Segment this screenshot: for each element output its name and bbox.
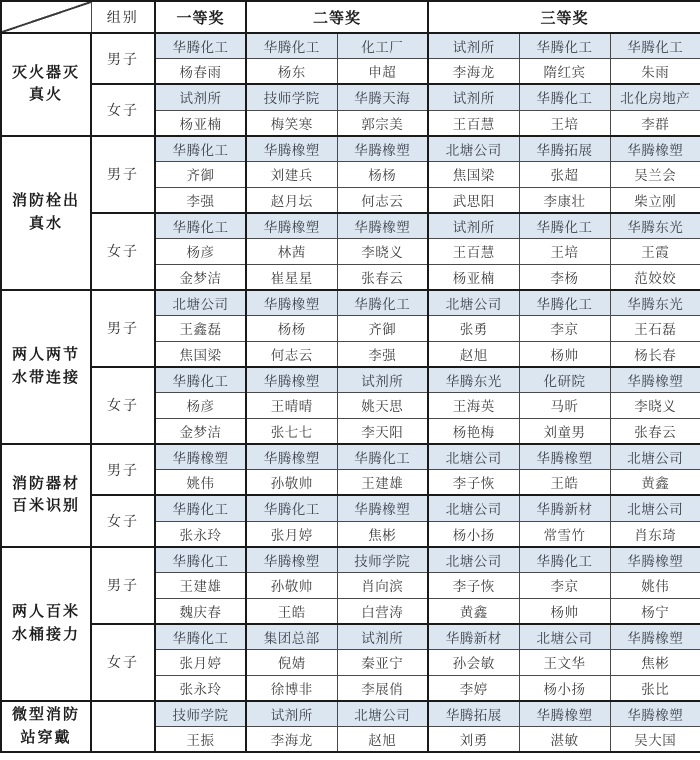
group-column-header: 组别	[91, 1, 155, 33]
event-name-cell: 两人百米水桶接力	[1, 547, 91, 701]
winner-name-cell: 王皓	[519, 470, 610, 496]
winner-name-cell: 王百慧	[428, 239, 519, 265]
org-cell: 华腾东光	[428, 367, 519, 393]
group-label-cell: 男子	[91, 547, 155, 624]
org-cell: 化工厂	[337, 33, 428, 59]
event-name-cell: 两人两节水带连接	[1, 290, 91, 444]
winner-name-cell: 黄鑫	[610, 470, 700, 496]
org-cell: 北塘公司	[610, 495, 700, 521]
winner-name-cell: 王皓	[246, 598, 337, 624]
group-label-cell: 男子	[91, 33, 155, 84]
winner-name-cell: 李京	[519, 572, 610, 598]
org-cell: 华腾东光	[610, 213, 700, 239]
winner-name-cell: 赵月坛	[246, 187, 337, 213]
org-cell: 华腾橡塑	[337, 495, 428, 521]
winner-name-cell: 张月婷	[155, 650, 246, 676]
org-cell: 华腾化工	[155, 213, 246, 239]
org-cell: 华腾橡塑	[337, 136, 428, 162]
winner-name-cell: 王霞	[610, 239, 700, 265]
org-cell: 华腾橡塑	[519, 444, 610, 470]
org-cell: 华腾橡塑	[246, 547, 337, 573]
winner-name-cell: 杨小扬	[428, 521, 519, 547]
winner-name-cell: 孙敬帅	[246, 572, 337, 598]
winner-name-cell: 王百慧	[428, 110, 519, 136]
winner-name-cell: 王晴晴	[246, 393, 337, 419]
group-label-cell: 男子	[91, 136, 155, 213]
winner-name-cell: 黄鑫	[428, 598, 519, 624]
winner-name-cell: 林茜	[246, 239, 337, 265]
winner-name-cell: 王文华	[519, 650, 610, 676]
org-cell: 技师学院	[337, 547, 428, 573]
org-row	[1, 444, 700, 470]
group-label-cell: 男子	[91, 444, 155, 495]
winner-name-cell: 杨帅	[519, 341, 610, 367]
winner-name-cell: 杨小扬	[519, 675, 610, 701]
group-label-cell: 女子	[91, 624, 155, 701]
winner-name-cell: 杨彦	[155, 239, 246, 265]
org-cell: 华腾化工	[337, 444, 428, 470]
org-cell: 华腾橡塑	[610, 701, 700, 727]
winner-name-cell: 秦亚宁	[337, 650, 428, 676]
winner-name-cell: 王海英	[428, 393, 519, 419]
second-prize-header: 二等奖	[246, 1, 428, 33]
org-cell: 华腾橡塑	[246, 136, 337, 162]
winner-name-cell: 张春云	[610, 418, 700, 444]
org-cell: 北塘公司	[428, 290, 519, 316]
winner-name-cell: 李海龙	[246, 727, 337, 753]
winner-name-cell: 魏庆春	[155, 598, 246, 624]
corner-diagonal-cell	[1, 1, 91, 33]
winner-name-cell: 李群	[610, 110, 700, 136]
winner-name-cell: 李子恢	[428, 572, 519, 598]
org-cell: 华腾化工	[155, 624, 246, 650]
org-cell: 华腾化工	[610, 33, 700, 59]
org-cell: 华腾橡塑	[246, 290, 337, 316]
winner-name-cell: 郭宗美	[337, 110, 428, 136]
winner-name-cell: 吴兰会	[610, 161, 700, 187]
org-cell: 试剂所	[155, 84, 246, 110]
winner-name-cell: 倪婧	[246, 650, 337, 676]
winner-name-cell: 王建雄	[155, 572, 246, 598]
winner-name-cell: 张永玲	[155, 521, 246, 547]
org-cell: 北塘公司	[337, 701, 428, 727]
winner-name-cell: 李京	[519, 316, 610, 342]
org-cell: 华腾新材	[519, 495, 610, 521]
winner-name-cell: 肖东琦	[610, 521, 700, 547]
org-cell: 华腾化工	[519, 33, 610, 59]
winner-name-cell: 张永玲	[155, 675, 246, 701]
winner-name-cell: 杨亚楠	[428, 264, 519, 290]
org-cell: 华腾化工	[519, 547, 610, 573]
event-name-cell: 消防器材百米识别	[1, 444, 91, 547]
org-cell: 北塘公司	[155, 290, 246, 316]
org-cell: 华腾天海	[337, 84, 428, 110]
winner-name-cell: 崔星星	[246, 264, 337, 290]
org-row	[1, 84, 700, 110]
table-body	[1, 33, 700, 752]
winner-name-cell: 白营涛	[337, 598, 428, 624]
winner-name-cell: 李杨	[519, 264, 610, 290]
winner-name-cell: 杨帅	[519, 598, 610, 624]
org-cell: 北塘公司	[428, 136, 519, 162]
winner-name-cell: 常雪竹	[519, 521, 610, 547]
winner-name-cell: 李强	[337, 341, 428, 367]
org-cell: 试剂所	[428, 33, 519, 59]
third-prize-header: 三等奖	[428, 1, 700, 33]
winner-name-cell: 赵旭	[428, 341, 519, 367]
winner-name-cell: 肖向滨	[337, 572, 428, 598]
winner-name-cell: 梅笑寒	[246, 110, 337, 136]
org-cell: 技师学院	[155, 701, 246, 727]
winner-name-cell: 张超	[519, 161, 610, 187]
winner-name-cell: 齐御	[337, 316, 428, 342]
org-row	[1, 136, 700, 162]
org-cell: 华腾化工	[519, 290, 610, 316]
org-cell: 北化房地产	[610, 84, 700, 110]
org-cell: 华腾橡塑	[610, 367, 700, 393]
org-cell: 化研院	[519, 367, 610, 393]
org-row	[1, 701, 700, 727]
org-cell: 华腾橡塑	[155, 444, 246, 470]
winner-name-cell: 柴立刚	[610, 187, 700, 213]
org-cell: 北塘公司	[610, 444, 700, 470]
winner-name-cell: 杨东	[246, 59, 337, 85]
org-row	[1, 367, 700, 393]
winner-name-cell: 张七七	[246, 418, 337, 444]
winner-name-cell: 杨亚楠	[155, 110, 246, 136]
org-row	[1, 290, 700, 316]
winner-name-cell: 朱雨	[610, 59, 700, 85]
winner-name-cell: 张春云	[337, 264, 428, 290]
org-cell: 试剂所	[246, 701, 337, 727]
org-cell: 试剂所	[337, 624, 428, 650]
winner-name-cell: 焦彬	[337, 521, 428, 547]
winner-name-cell: 李康壮	[519, 187, 610, 213]
org-cell: 华腾化工	[155, 367, 246, 393]
winner-name-cell: 杨春雨	[155, 59, 246, 85]
org-cell: 华腾化工	[155, 547, 246, 573]
org-cell: 北塘公司	[428, 444, 519, 470]
org-row	[1, 624, 700, 650]
winner-name-cell: 李子恢	[428, 470, 519, 496]
group-label-cell: 女子	[91, 213, 155, 290]
winner-name-cell: 李天阳	[337, 418, 428, 444]
org-cell: 北塘公司	[428, 547, 519, 573]
winner-name-cell: 焦国梁	[155, 341, 246, 367]
group-label-cell: 男子	[91, 290, 155, 367]
winner-name-cell: 刘童男	[519, 418, 610, 444]
org-cell: 华腾化工	[519, 213, 610, 239]
winner-name-cell: 王振	[155, 727, 246, 753]
org-cell: 华腾拓展	[519, 136, 610, 162]
winner-name-cell: 王石磊	[610, 316, 700, 342]
org-row	[1, 495, 700, 521]
org-row	[1, 547, 700, 573]
org-row	[1, 33, 700, 59]
winner-name-cell: 赵旭	[337, 727, 428, 753]
org-cell: 华腾橡塑	[610, 624, 700, 650]
winner-name-cell: 杨彦	[155, 393, 246, 419]
winner-name-cell: 马昕	[519, 393, 610, 419]
winner-name-cell: 何志云	[246, 341, 337, 367]
first-prize-header: 一等奖	[155, 1, 246, 33]
winner-name-cell: 王培	[519, 239, 610, 265]
winner-name-cell: 张勇	[428, 316, 519, 342]
org-cell: 试剂所	[428, 213, 519, 239]
org-cell: 技师学院	[246, 84, 337, 110]
org-cell: 华腾化工	[246, 33, 337, 59]
org-cell: 华腾化工	[337, 290, 428, 316]
org-cell: 北塘公司	[428, 495, 519, 521]
org-cell: 华腾橡塑	[246, 444, 337, 470]
org-cell: 华腾橡塑	[610, 136, 700, 162]
winner-name-cell: 姚伟	[155, 470, 246, 496]
winner-name-cell: 齐御	[155, 161, 246, 187]
winner-name-cell: 孙敬帅	[246, 470, 337, 496]
winner-name-cell: 孙会敏	[428, 650, 519, 676]
winner-name-cell: 杨长春	[610, 341, 700, 367]
org-cell: 华腾化工	[155, 33, 246, 59]
winner-name-cell: 李晓义	[610, 393, 700, 419]
winner-name-cell: 焦彬	[610, 650, 700, 676]
org-row	[1, 213, 700, 239]
org-cell: 华腾化工	[519, 84, 610, 110]
winner-name-cell: 张比	[610, 675, 700, 701]
event-name-cell: 消防栓出真水	[1, 136, 91, 290]
winner-name-cell: 杨杨	[246, 316, 337, 342]
winner-name-cell: 刘勇	[428, 727, 519, 753]
org-cell: 华腾化工	[155, 136, 246, 162]
winner-name-cell: 李晓义	[337, 239, 428, 265]
winner-name-cell: 吴大国	[610, 727, 700, 753]
org-cell: 华腾橡塑	[337, 213, 428, 239]
winner-name-cell: 李海龙	[428, 59, 519, 85]
winner-name-cell: 王建雄	[337, 470, 428, 496]
winner-name-cell: 隋红宾	[519, 59, 610, 85]
org-cell: 华腾橡塑	[610, 547, 700, 573]
group-label-cell: 女子	[91, 84, 155, 135]
winner-name-cell: 金梦洁	[155, 418, 246, 444]
winner-name-cell: 姚伟	[610, 572, 700, 598]
header-row	[1, 1, 700, 33]
winner-name-cell: 张月婷	[246, 521, 337, 547]
group-label-cell: 女子	[91, 367, 155, 444]
winner-name-cell: 杨杨	[337, 161, 428, 187]
org-cell: 试剂所	[337, 367, 428, 393]
winner-name-cell: 姚天思	[337, 393, 428, 419]
org-cell: 华腾化工	[155, 495, 246, 521]
org-cell: 集团总部	[246, 624, 337, 650]
event-name-cell: 微型消防站穿戴	[1, 701, 91, 752]
winner-name-cell: 李展俏	[337, 675, 428, 701]
winner-name-cell: 杨宁	[610, 598, 700, 624]
winner-name-cell: 湛敏	[519, 727, 610, 753]
org-cell: 试剂所	[428, 84, 519, 110]
winner-name-cell: 何志云	[337, 187, 428, 213]
org-cell: 华腾东光	[610, 290, 700, 316]
org-cell: 华腾橡塑	[246, 213, 337, 239]
winner-name-cell: 范姣姣	[610, 264, 700, 290]
winner-name-cell: 杨艳梅	[428, 418, 519, 444]
winner-name-cell: 申超	[337, 59, 428, 85]
winner-name-cell: 李强	[155, 187, 246, 213]
org-cell: 北塘公司	[519, 624, 610, 650]
winner-name-cell: 刘建兵	[246, 161, 337, 187]
group-label-cell	[91, 701, 155, 752]
winner-name-cell: 李婷	[428, 675, 519, 701]
winner-name-cell: 王鑫磊	[155, 316, 246, 342]
org-cell: 华腾橡塑	[519, 701, 610, 727]
winner-name-cell: 徐博非	[246, 675, 337, 701]
winner-name-cell: 金梦洁	[155, 264, 246, 290]
org-cell: 华腾橡塑	[246, 367, 337, 393]
org-cell: 华腾新材	[428, 624, 519, 650]
org-cell: 华腾化工	[246, 495, 337, 521]
event-name-cell: 灭火器灭真火	[1, 33, 91, 136]
group-label-cell: 女子	[91, 495, 155, 546]
winner-name-cell: 王培	[519, 110, 610, 136]
winner-name-cell: 焦国梁	[428, 161, 519, 187]
winner-name-cell: 武思阳	[428, 187, 519, 213]
org-cell: 华腾拓展	[428, 701, 519, 727]
